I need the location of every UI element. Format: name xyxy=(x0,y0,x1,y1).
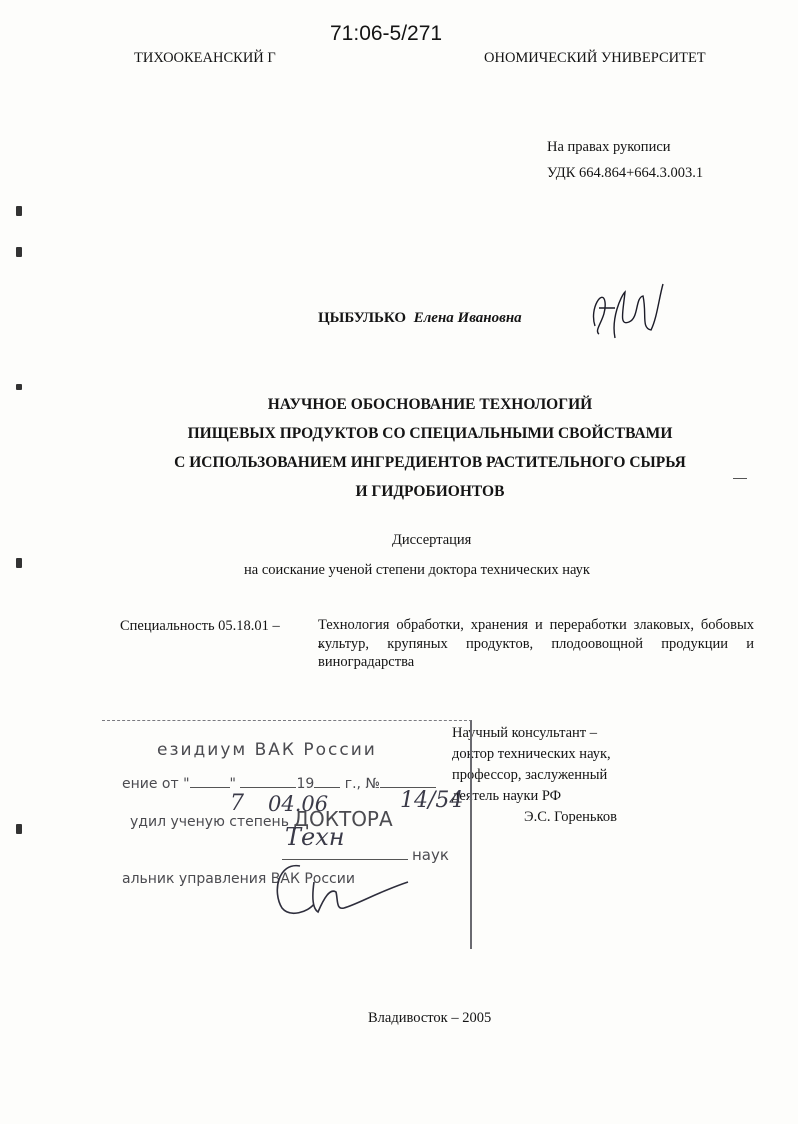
university-name-left: ТИХООКЕАНСКИЙ Г xyxy=(134,50,276,66)
author-surname: ЦЫБУЛЬКО xyxy=(318,310,407,326)
margin-mark xyxy=(16,824,22,834)
margin-mark xyxy=(16,247,22,257)
consultant-line: Научный консультант – xyxy=(452,725,597,741)
title-line: С ИСПОЛЬЗОВАНИЕМ ИНГРЕДИЕНТОВ РАСТИТЕЛЬНОГО СЫРЬЯ xyxy=(174,454,686,471)
margin-mark xyxy=(16,384,22,390)
consultant-line: доктор технических наук, xyxy=(452,746,611,762)
vak-head-signature xyxy=(268,852,418,922)
consultant-line: профессор, заслуженный xyxy=(452,767,608,783)
specialty-label: Специальность 05.18.01 – xyxy=(120,618,280,634)
title-line: И ГИДРОБИОНТОВ xyxy=(355,483,505,500)
specialty-description: Технология обработки, хранения и переработки злаковых, бобовых культур, крупяных продуктов, плодоовощной продукции и виноградарства xyxy=(318,617,754,670)
stamp-line-presidium: езидиум ВАК России xyxy=(157,740,377,760)
document-type: Диссертация xyxy=(392,532,472,548)
stamp-line-decision xyxy=(122,776,436,792)
author-name xyxy=(318,310,522,327)
degree-sought: на соискание ученой степени доктора технических наук xyxy=(244,562,590,578)
handwritten-number: 14/54 xyxy=(400,788,464,813)
margin-mark xyxy=(16,206,22,216)
stamp-degree: ДОКТОРА xyxy=(293,807,393,831)
consultant-line: деятель науки РФ xyxy=(452,788,562,804)
handwritten-day: 7 xyxy=(230,791,244,816)
handwritten-month: 04.06 xyxy=(268,792,329,816)
stamp-line-degree xyxy=(130,807,393,831)
stamp-decision-suffix: г., № xyxy=(340,776,380,792)
author-signature xyxy=(585,278,670,348)
city-and-year: Владивосток – 2005 xyxy=(368,1010,492,1026)
university-name-right: ОНОМИЧЕСКИЙ УНИВЕРСИТЕТ xyxy=(484,50,706,66)
stamp-decision-year: 19 xyxy=(296,776,315,792)
stamp-line-sciences: наук xyxy=(412,846,449,864)
stamp-decision-prefix: ение от " xyxy=(122,776,190,792)
title-line: ПИЩЕВЫХ ПРОДУКТОВ СО СПЕЦИАЛЬНЫМИ СВОЙСТВАМИ xyxy=(187,425,673,442)
library-stamp-code: 71:06-5/271 xyxy=(330,22,443,45)
consultant-name: Э.С. Гореньков xyxy=(524,809,617,825)
author-given-names: Елена Ивановна xyxy=(413,310,522,326)
manuscript-rights: На правах рукописи xyxy=(547,139,671,155)
udk-code: УДК 664.864+664.3.003.1 xyxy=(547,165,704,181)
title-line: НАУЧНОЕ ОБОСНОВАНИЕ ТЕХНОЛОГИЙ xyxy=(267,396,593,413)
stamp-line-head: альник управления ВАК России xyxy=(122,871,355,887)
margin-mark xyxy=(16,558,22,568)
scientific-consultant xyxy=(452,723,652,828)
stamp-degree-prefix: удил ученую степень xyxy=(130,814,294,830)
stamp-decision-mid: " xyxy=(229,776,241,792)
handwritten-field: Техн xyxy=(285,823,345,851)
dissertation-title xyxy=(100,390,760,506)
